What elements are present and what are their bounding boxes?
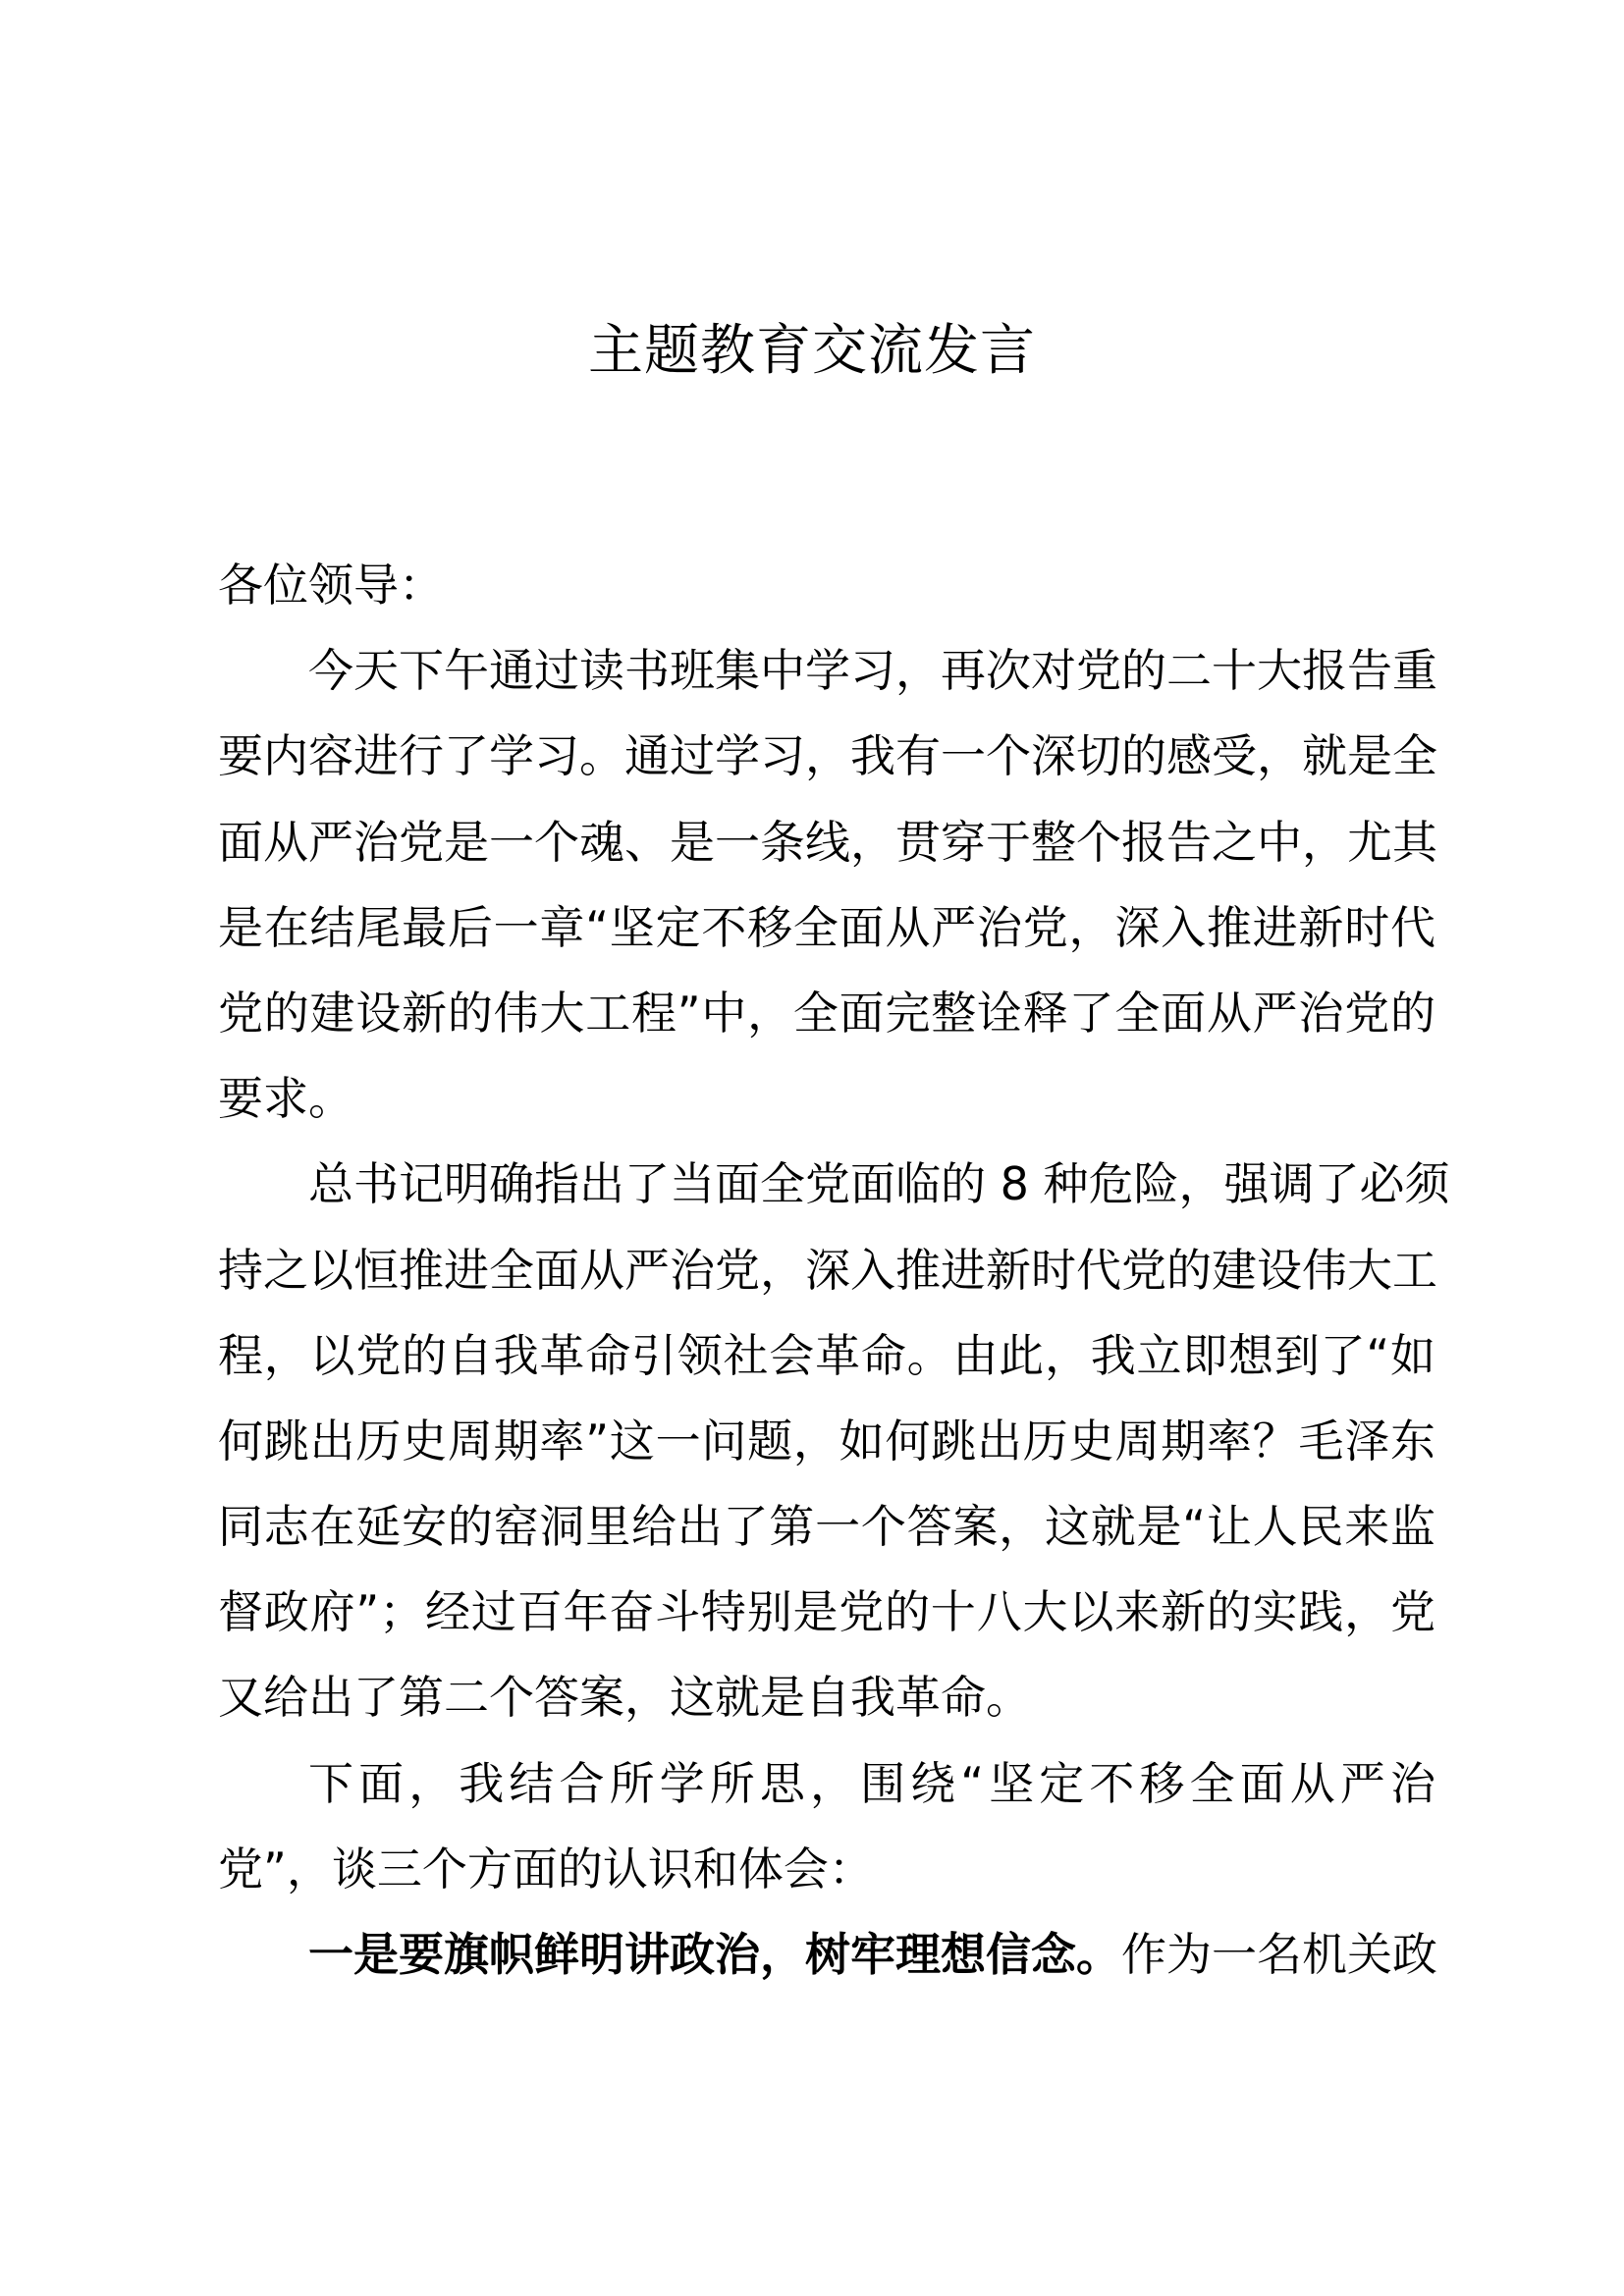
paragraph-1-line-6: 要求。 [218,1072,353,1126]
paragraph-2-line-4: 何跳出历史周期率”这一问题，如何跳出历史周期率？毛泽东 [218,1414,1435,1468]
paragraph-2-line-5: 同志在延安的窑洞里给出了第一个答案，这就是“让人民来监 [218,1500,1435,1554]
document-body [218,543,1450,1998]
paragraph-2-line-2: 持之以恒推进全面从严治党，深入推进新时代党的建设伟大工 [218,1243,1437,1297]
document-title: 主题教育交流发言 [588,319,1036,383]
paragraph-1-line-5: 党的建设新的伟大工程”中，全面完整诠释了全面从严治党的 [218,986,1435,1040]
paragraph-3-line-2: 党”，谈三个方面的认识和体会： [218,1842,874,1896]
paragraph-1-line-3: 面从严治党是一个魂、是一条线，贯穿于整个报告之中，尤其 [218,815,1437,869]
paragraph-4-text: 作为一名机关政 [1121,1928,1437,1981]
paragraph-1-line-2: 要内容进行了学习。通过学习，我有一个深切的感受，就是全 [218,729,1437,783]
paragraph-4-line-1 [218,1912,1435,1998]
salutation: 各位领导： [218,559,444,612]
paragraph-2-line-3: 程，以党的自我革命引领社会革命。由此，我立即想到了“如 [218,1328,1435,1382]
bold-heading-point-one: 一是要旗帜鲜明讲政治，树牢理想信念。 [308,1928,1121,1981]
paragraph-2-line-7: 又给出了第二个答案，这就是自我革命。 [218,1671,1031,1725]
paragraph-1-line-1: 今天下午通过读书班集中学习，再次对党的二十大报告重 [308,644,1437,698]
paragraph-3-line-1: 下面，我结合所学所思，围绕“坚定不移全面从严治 [308,1756,1435,1810]
paragraph-2-line-6: 督政府”；经过百年奋斗特别是党的十八大以来新的实践，党 [218,1585,1435,1639]
paragraph-1-line-4: 是在结尾最后一章“坚定不移全面从严治党，深入推进新时代 [218,900,1435,954]
paragraph-2-line-1: 总书记明确指出了当面全党面临的 8 种危险，强调了必须 [308,1157,1450,1211]
